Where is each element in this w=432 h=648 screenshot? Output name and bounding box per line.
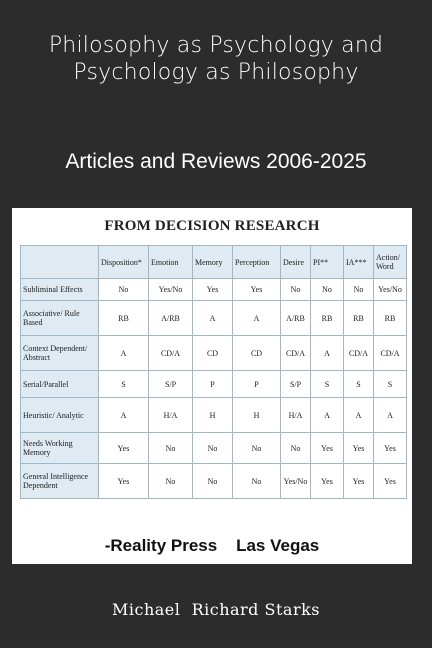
column-header: IA*** (344, 246, 374, 279)
title-line-2: Psychology as Philosophy (73, 60, 359, 85)
table-cell: No (344, 279, 374, 301)
table-cell: CD/A (344, 336, 374, 371)
table-cell: P (233, 371, 281, 398)
table-cell: A/RB (281, 301, 311, 336)
table-cell: Yes (193, 279, 233, 301)
column-header: Action/ Word (374, 246, 407, 279)
table-cell: CD (233, 336, 281, 371)
table-cell: A (99, 336, 149, 371)
row-label: Associative/ Rule Based (21, 301, 99, 336)
table-cell: No (193, 433, 233, 464)
table-cell: H (193, 398, 233, 433)
row-label: Heuristic/ Analytic (21, 398, 99, 433)
table-cell: RB (344, 301, 374, 336)
row-label: Context Dependent/ Abstract (21, 336, 99, 371)
table-cell: Yes (311, 433, 344, 464)
publisher-line: -Reality Press Las Vegas (104, 536, 320, 555)
table-cell: A (311, 398, 344, 433)
table-cell: Yes/No (149, 279, 193, 301)
table-cell: Yes (374, 433, 407, 464)
table-cell: Yes (99, 464, 149, 499)
row-label: Needs Working Memory (21, 433, 99, 464)
table-cell: Yes (233, 279, 281, 301)
table-cell: No (149, 433, 193, 464)
table-cell: H/A (281, 398, 311, 433)
row-label: Serial/Parallel (21, 371, 99, 398)
table-cell: RB (99, 301, 149, 336)
table-cell: A/RB (149, 301, 193, 336)
table-cell: CD/A (281, 336, 311, 371)
table-cell: No (99, 279, 149, 301)
table-cell: RB (374, 301, 407, 336)
table-cell: Yes (99, 433, 149, 464)
column-header (21, 246, 99, 279)
table-cell: CD/A (374, 336, 407, 371)
column-header: PI** (311, 246, 344, 279)
table-cell: Yes/No (374, 279, 407, 301)
table-cell: Yes (344, 433, 374, 464)
row-label: General Intelligence Dependent (21, 464, 99, 499)
author-name: Michael Richard Starks (112, 600, 320, 619)
table-cell: RB (311, 301, 344, 336)
table-cell: No (149, 464, 193, 499)
table-cell: No (233, 464, 281, 499)
table-cell: Yes (311, 464, 344, 499)
table-cell: No (281, 279, 311, 301)
table-row (21, 301, 407, 336)
table-cell: S (374, 371, 407, 398)
table-header-row (21, 246, 407, 279)
table-cell: Yes (374, 464, 407, 499)
table-cell: S (344, 371, 374, 398)
figure-heading: FROM DECISION RESEARCH (104, 218, 320, 234)
table-cell: CD/A (149, 336, 193, 371)
table-cell: Yes (344, 464, 374, 499)
table-cell: No (193, 464, 233, 499)
table-cell: CD (193, 336, 233, 371)
table-cell: S/P (149, 371, 193, 398)
table-cell: A (374, 398, 407, 433)
table-row (21, 398, 407, 433)
column-header: Memory (193, 246, 233, 279)
table-row (21, 336, 407, 371)
table-cell: No (233, 433, 281, 464)
book-subtitle: Articles and Reviews 2006-2025 (65, 150, 367, 173)
table-cell: H (233, 398, 281, 433)
table-row (21, 433, 407, 464)
table-row (21, 371, 407, 398)
column-header: Disposition* (99, 246, 149, 279)
table-row (21, 279, 407, 301)
title-line-1: Philosophy as Psychology and (48, 33, 384, 58)
table-cell: A (193, 301, 233, 336)
decision-research-table (20, 245, 407, 499)
table-cell: A (99, 398, 149, 433)
row-label: Subliminal Effects (21, 279, 99, 301)
table-cell: No (281, 433, 311, 464)
table-cell: S (99, 371, 149, 398)
table-cell: A (344, 398, 374, 433)
table-cell: S (311, 371, 344, 398)
table-cell: P (193, 371, 233, 398)
table-cell: A (311, 336, 344, 371)
table-cell: No (311, 279, 344, 301)
column-header: Desire (281, 246, 311, 279)
column-header: Emotion (149, 246, 193, 279)
table-cell: S/P (281, 371, 311, 398)
table-row (21, 464, 407, 499)
table-cell: A (233, 301, 281, 336)
column-header: Perception (233, 246, 281, 279)
figure-panel (12, 208, 412, 564)
book-title (0, 32, 432, 86)
table-cell: H/A (149, 398, 193, 433)
table-cell: Yes/No (281, 464, 311, 499)
